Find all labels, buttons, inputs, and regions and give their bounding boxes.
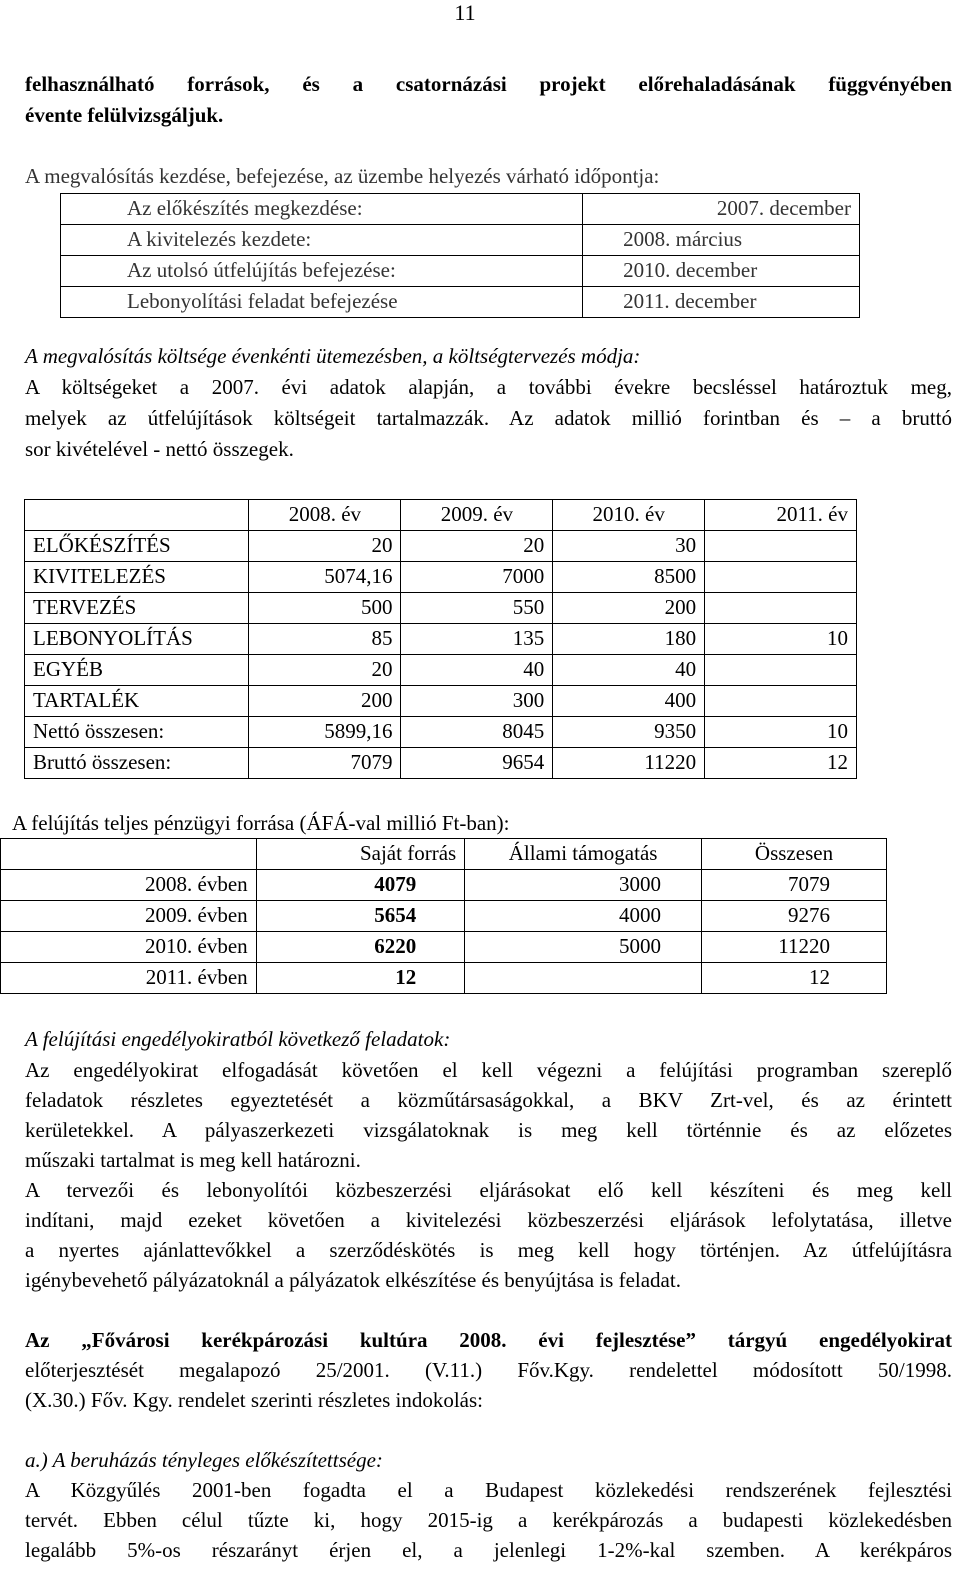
page-number: 11 xyxy=(454,0,476,25)
schedule-label: Az utolsó útfelújítás befejezése: xyxy=(61,256,583,287)
cost-label: Nettó összesen: xyxy=(25,717,249,748)
cost-cell: 10 xyxy=(705,624,857,655)
table-row xyxy=(25,686,857,717)
cost-label: ELŐKÉSZÍTÉS xyxy=(25,531,249,562)
cost-cell: 5074,16 xyxy=(249,562,401,593)
schedule-label: Lebonyolítási feladat befejezése xyxy=(61,287,583,318)
cost-cell xyxy=(705,531,857,562)
cost-cell: 300 xyxy=(401,686,553,717)
table-row xyxy=(25,624,857,655)
schedule-heading: A megvalósítás kezdése, befejezése, az üzembe helyezés várható időpontja: xyxy=(25,164,660,188)
funding-state: 4000 xyxy=(465,901,702,932)
cost-cell: 400 xyxy=(553,686,705,717)
section-a-line: tervét. Ebben célul tűzte ki, hogy 2015-ig a kerékpározás a budapesti közlekedésben xyxy=(25,1508,952,1532)
table-row xyxy=(25,717,857,748)
table-row xyxy=(61,256,860,287)
table-row xyxy=(61,287,860,318)
table-row xyxy=(25,531,857,562)
schedule-date: 2010. december xyxy=(583,256,860,287)
cost-label: TARTALÉK xyxy=(25,686,249,717)
section-a-heading: a.) A beruházás tényleges előkészítettsége: xyxy=(25,1448,383,1472)
section2-line: (X.30.) Főv. Kgy. rendelet szerinti részletes indokolás: xyxy=(25,1388,483,1412)
funding-state: 3000 xyxy=(465,870,702,901)
tasks-line: feladatok részletes egyeztetését a közműtársaságokkal, a BKV Zrt-vel, és az érintett xyxy=(25,1088,952,1112)
schedule-date: 2007. december xyxy=(583,194,860,225)
cost-cell: 10 xyxy=(705,717,857,748)
table-row xyxy=(61,225,860,256)
section2-title: Az „Fővárosi kerékpározási kultúra 2008. évi fejlesztése” tárgyú engedélyokirat xyxy=(25,1328,952,1352)
schedule-date: 2011. december xyxy=(583,287,860,318)
table-row xyxy=(1,870,887,901)
cost-cell xyxy=(705,562,857,593)
costs-para-line: melyek az útfelújítások költségeit tartalmazzák. Az adatok millió forintban és – a bruttó xyxy=(25,406,952,430)
cost-cell: 40 xyxy=(401,655,553,686)
year-header: 2009. év xyxy=(401,500,553,531)
tasks-line: A tervezői és lebonyolítói közbeszerzési eljárásokat elő kell készíteni és meg kell xyxy=(25,1178,952,1202)
cost-cell: 7079 xyxy=(249,748,401,779)
cost-cell: 5899,16 xyxy=(249,717,401,748)
cost-cell: 135 xyxy=(401,624,553,655)
schedule-label: Az előkészítés megkezdése: xyxy=(61,194,583,225)
year-header: 2008. év xyxy=(249,500,401,531)
cost-table xyxy=(24,499,857,779)
funding-state: 5000 xyxy=(465,932,702,963)
costs-para-line: A költségeket a 2007. évi adatok alapján, a további évekre becsléssel határoztuk meg, xyxy=(25,375,952,399)
funding-total: 11220 xyxy=(702,932,887,963)
cost-cell: 500 xyxy=(249,593,401,624)
tasks-line: indítani, majd ezeket követően a kivitelezési közbeszerzési eljárások lefolytatása, illetve xyxy=(25,1208,952,1232)
table-row xyxy=(1,839,887,870)
cost-cell xyxy=(705,655,857,686)
funding-heading: A felújítás teljes pénzügyi forrása (ÁFÁ-val millió Ft-ban): xyxy=(12,811,510,835)
section-a-line: legalább 5%-os részarányt érjen el, a jelenlegi 1-2%-kal szemben. A kerékpáros xyxy=(25,1538,952,1562)
schedule-label: A kivitelezés kezdete: xyxy=(61,225,583,256)
cost-cell xyxy=(705,593,857,624)
table-row xyxy=(61,194,860,225)
costs-heading: A megvalósítás költsége évenkénti ütemezésben, a költségtervezés módja: xyxy=(25,344,641,368)
table-row xyxy=(1,932,887,963)
funding-total: 12 xyxy=(702,963,887,994)
cost-cell: 8045 xyxy=(401,717,553,748)
cost-cell: 200 xyxy=(553,593,705,624)
table-row xyxy=(25,655,857,686)
tasks-line: kerületekkel. A pályaszerkezeti vizsgálatoknak is meg kell történnie és az előzetes xyxy=(25,1118,952,1142)
tasks-line: a nyertes ajánlattevőkkel a szerződéskötés is meg kell hogy történjen. Az útfelújításra xyxy=(25,1238,952,1262)
funding-year: 2009. évben xyxy=(1,901,257,932)
cost-cell: 200 xyxy=(249,686,401,717)
funding-header: Összesen xyxy=(702,839,887,870)
cost-cell: 11220 xyxy=(553,748,705,779)
funding-total: 7079 xyxy=(702,870,887,901)
cost-cell: 20 xyxy=(249,531,401,562)
costs-para-line: sor kivételével - nettó összegek. xyxy=(25,437,294,461)
funding-year: 2011. évben xyxy=(1,963,257,994)
intro-line-1: felhasználható források, és a csatornázási projekt előrehaladásának függvényében xyxy=(25,72,952,96)
tasks-line: igénybevehető pályázatoknál a pályázatok elkészítése és benyújtása is feladat. xyxy=(25,1268,681,1292)
funding-table xyxy=(0,838,887,994)
cost-cell: 85 xyxy=(249,624,401,655)
funding-header: Állami támogatás xyxy=(465,839,702,870)
funding-own: 5654 xyxy=(256,901,465,932)
funding-year: 2010. évben xyxy=(1,932,257,963)
section-a-line: A Közgyűlés 2001-ben fogadta el a Budapest közlekedési rendszerének fejlesztési xyxy=(25,1478,952,1502)
cost-cell: 180 xyxy=(553,624,705,655)
cost-cell xyxy=(705,686,857,717)
schedule-date: 2008. március xyxy=(583,225,860,256)
tasks-line: Az engedélyokirat elfogadását követően el kell végezni a felújítási programban szereplő xyxy=(25,1058,952,1082)
cost-cell: 9350 xyxy=(553,717,705,748)
cost-cell: 20 xyxy=(249,655,401,686)
funding-own: 12 xyxy=(256,963,465,994)
table-row xyxy=(1,963,887,994)
table-row xyxy=(25,593,857,624)
cost-label: EGYÉB xyxy=(25,655,249,686)
cost-cell: 9654 xyxy=(401,748,553,779)
funding-state xyxy=(465,963,702,994)
funding-total: 9276 xyxy=(702,901,887,932)
cost-cell: 8500 xyxy=(553,562,705,593)
year-header: 2011. év xyxy=(705,500,857,531)
funding-header: Saját forrás xyxy=(256,839,465,870)
cost-cell: 20 xyxy=(401,531,553,562)
cost-cell: 30 xyxy=(553,531,705,562)
table-row xyxy=(1,901,887,932)
cost-cell: 7000 xyxy=(401,562,553,593)
section2-line: előterjesztését megalapozó 25/2001. (V.11.) Főv.Kgy. rendelettel módosított 50/1998. xyxy=(25,1358,952,1382)
schedule-table xyxy=(60,193,860,318)
funding-year: 2008. évben xyxy=(1,870,257,901)
table-row xyxy=(25,562,857,593)
cost-label: TERVEZÉS xyxy=(25,593,249,624)
tasks-heading: A felújítási engedélyokiratból következő feladatok: xyxy=(25,1027,451,1051)
table-row xyxy=(25,500,857,531)
funding-own: 6220 xyxy=(256,932,465,963)
cost-label: Bruttó összesen: xyxy=(25,748,249,779)
year-header: 2010. év xyxy=(553,500,705,531)
cost-cell: 40 xyxy=(553,655,705,686)
cost-cell: 12 xyxy=(705,748,857,779)
tasks-line: műszaki tartalmat is meg kell határozni. xyxy=(25,1148,361,1172)
cost-label: KIVITELEZÉS xyxy=(25,562,249,593)
cost-cell: 550 xyxy=(401,593,553,624)
intro-line-2: évente felülvizsgáljuk. xyxy=(25,103,224,127)
funding-own: 4079 xyxy=(256,870,465,901)
table-row xyxy=(25,748,857,779)
cost-label: LEBONYOLÍTÁS xyxy=(25,624,249,655)
